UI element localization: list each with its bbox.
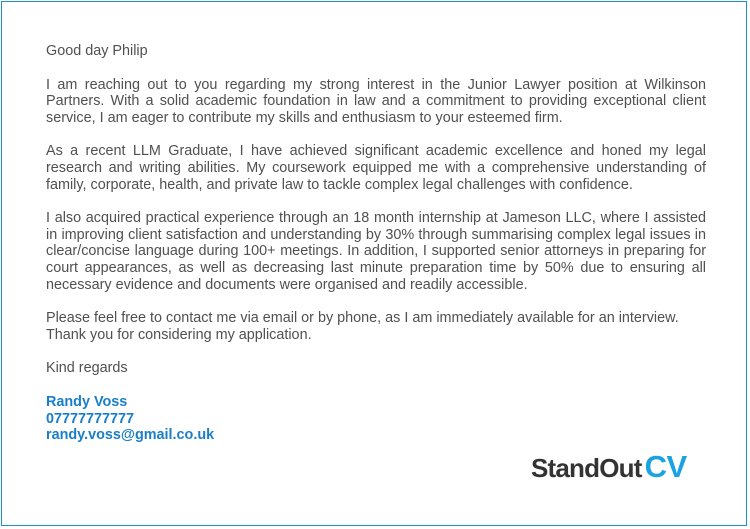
signature-name: Randy Voss: [46, 393, 128, 410]
standout-cv-logo: [531, 451, 687, 482]
letter-closing: Kind regards: [46, 360, 128, 377]
signature-block: [46, 394, 706, 444]
signature-phone: 07777777777: [46, 410, 135, 427]
letter-greeting: Good day Philip: [46, 43, 148, 59]
letter-paragraph-intro: I am reaching out to you regarding my strong interest in the Junior Lawyer position at Wilkinson Partners. With a solid academic foundation in law and a commitment to providing exceptional client service, I am eager to contribute my skills and enthusiasm to your esteemed firm.: [46, 76, 706, 126]
logo-main-text: StandOut: [531, 453, 642, 483]
letter-paragraph-experience: I also acquired practical experience through an 18 month internship at Jameson LLC, where I assisted in improving client satisfaction and understanding by 30% through summarising complex legal issues in clear/concise language during 100+ meetings. In addition, I supported senior attorneys in preparing for court appearances, as well as decreasing last minute preparation time by 50% due to ensuring all necessary evidence and documents were organised and readily accessible.: [46, 210, 706, 293]
cover-letter: [46, 43, 706, 444]
logo-accent-text: CV: [644, 449, 687, 484]
signature-email: randy.voss@gmail.co.uk: [46, 427, 215, 444]
letter-paragraph-contact: Please feel free to contact me via email or by phone, as I am immediately available for an interview. Thank you for considering my application.: [46, 310, 679, 343]
letter-paragraph-education: As a recent LLM Graduate, I have achieved significant academic excellence and honed my legal research and writing abilities. My coursework equipped me with a comprehensive understanding of family, corporate, health, and private law to tackle complex legal challenges with confidence.: [46, 143, 706, 193]
